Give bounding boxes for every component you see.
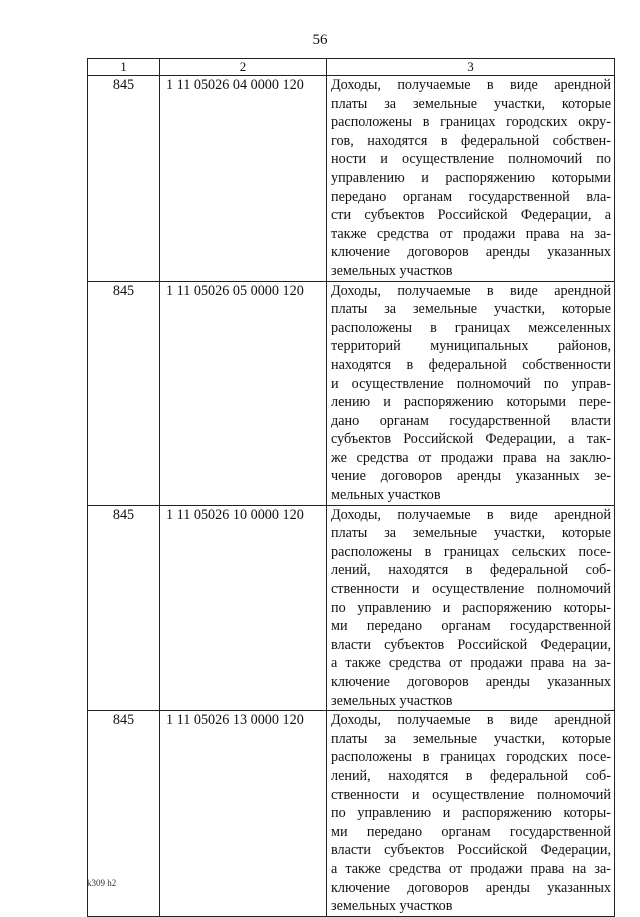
description-line: по управлению и распоряжению которы-: [331, 599, 611, 616]
admin-code-cell: 845: [88, 505, 160, 711]
description-line: платы за земельные участки, которые: [331, 730, 611, 747]
description-line: по управлению и распоряжению которы-: [331, 805, 611, 822]
admin-code-cell: 845: [88, 281, 160, 505]
kbk-code-cell: 1 11 05026 05 0000 120: [160, 281, 327, 505]
description-line: расположены в границах межселенных: [331, 319, 611, 336]
description-line: власти субъектов Российской Федерации,: [331, 842, 611, 859]
description-line: мельных участков: [331, 487, 441, 504]
description-line: управлению и распоряжению которыми: [331, 169, 611, 186]
description-line: ми передано органам государственной: [331, 618, 611, 635]
footer-document-code: k309 h2: [87, 878, 117, 888]
description-line: ключение договоров аренды указанных: [331, 879, 611, 896]
description-line: также средства от продажи права на за-: [331, 225, 611, 242]
description-line: земельных участков: [331, 262, 453, 279]
description-line: Доходы, получаемые в виде арендной: [331, 77, 611, 93]
description-line: власти субъектов Российской Федерации,: [331, 636, 611, 653]
description-line: а также средства от продажи права на за-: [331, 655, 611, 672]
kbk-code-cell: 1 11 05026 13 0000 120: [160, 711, 327, 917]
description-cell: [327, 281, 615, 505]
description-line: Доходы, получаемые в виде арендной: [331, 712, 611, 729]
description-cell: [327, 76, 615, 282]
kbk-code-cell: 1 11 05026 04 0000 120: [160, 76, 327, 282]
description-line: земельных участков: [331, 898, 453, 915]
description-line: ми передано органам государственной: [331, 823, 611, 840]
description-line: ственности и осуществление полномочий: [331, 581, 611, 598]
description-line: ключение договоров аренды указанных: [331, 244, 611, 261]
column-header-2: 2: [160, 59, 327, 76]
description-line: ности и осуществление полномочий по: [331, 151, 611, 168]
description-line: чение договоров аренды указанных зе-: [331, 468, 611, 485]
column-header-3: 3: [327, 59, 615, 76]
table-row: [88, 711, 615, 917]
description-cell: [327, 505, 615, 711]
description-line: находятся в федеральной собственности: [331, 356, 611, 373]
description-line: платы за земельные участки, которые: [331, 301, 611, 318]
description-line: территорий муниципальных районов,: [331, 338, 611, 355]
description-line: субъектов Российской Федерации, а так-: [331, 431, 611, 448]
kbk-code-cell: 1 11 05026 10 0000 120: [160, 505, 327, 711]
table-row: [88, 281, 615, 505]
description-line: и осуществление полномочий по управ-: [331, 375, 611, 392]
description-line: а также средства от продажи права на за-: [331, 860, 611, 877]
description-line: дано органам государственной власти: [331, 412, 611, 429]
revenue-codes-table: [87, 58, 615, 917]
description-line: расположены в границах городских посе-: [331, 749, 611, 766]
table-header-row: [88, 59, 615, 76]
table-row: [88, 505, 615, 711]
description-line: расположены в границах сельских посе-: [331, 543, 611, 560]
description-cell: [327, 711, 615, 917]
table-row: [88, 76, 615, 282]
column-header-1: 1: [88, 59, 160, 76]
description-line: лений, находятся в федеральной соб-: [331, 767, 611, 784]
page-number: 56: [312, 32, 328, 48]
description-line: платы за земельные участки, которые: [331, 95, 611, 112]
description-line: сти субъектов Российской Федерации, а: [331, 207, 611, 224]
description-line: Доходы, получаемые в виде арендной: [331, 282, 611, 299]
description-line: расположены в границах городских окру-: [331, 114, 611, 131]
description-line: лению и распоряжению которыми пере-: [331, 394, 611, 411]
table-body: [88, 76, 615, 917]
description-line: земельных участков: [331, 692, 453, 709]
description-line: передано органам государственной вла-: [331, 188, 611, 205]
description-line: ключение договоров аренды указанных: [331, 674, 611, 690]
description-line: Доходы, получаемые в виде арендной: [331, 506, 611, 523]
admin-code-cell: 845: [88, 711, 160, 917]
description-line: ственности и осуществление полномочий: [331, 786, 611, 803]
admin-code-cell: 845: [88, 76, 160, 282]
description-line: платы за земельные участки, которые: [331, 525, 611, 542]
description-line: же средства от продажи права на заклю-: [331, 449, 611, 466]
description-line: гов, находятся в федеральной собствен-: [331, 132, 611, 149]
description-line: лений, находятся в федеральной соб-: [331, 562, 611, 579]
